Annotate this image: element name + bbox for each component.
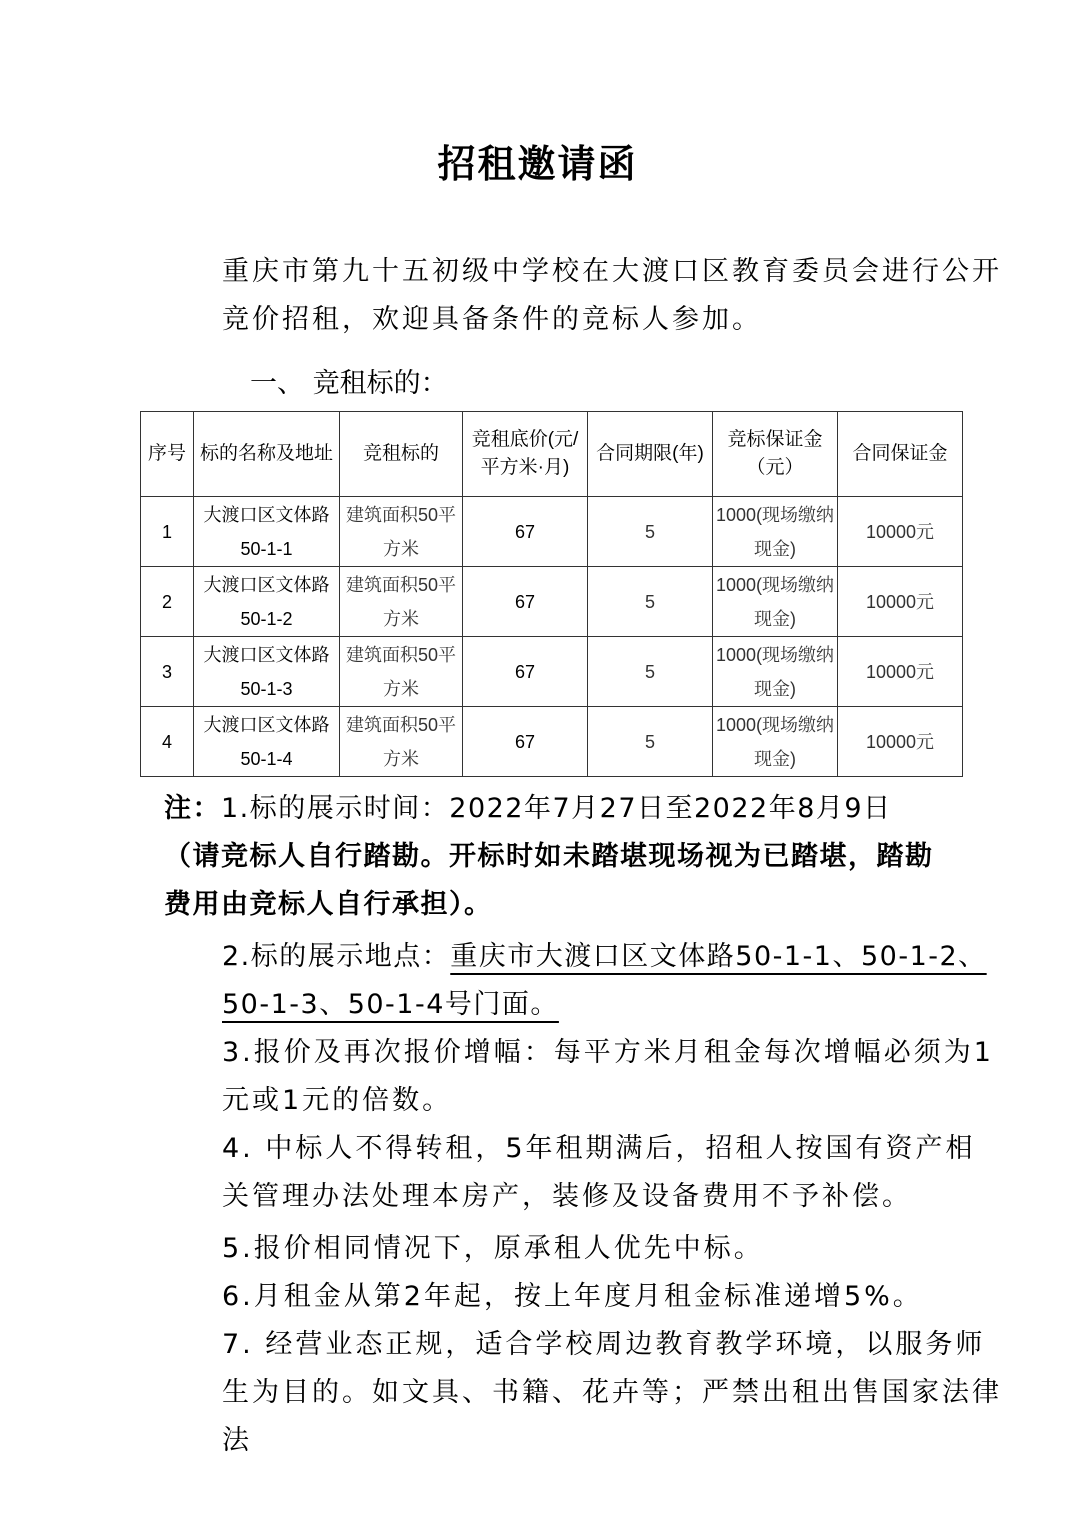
rental-table	[140, 411, 963, 777]
row-no: 3	[141, 637, 194, 707]
row-deposit: 1000(现场缴纳现金)	[713, 707, 838, 777]
table-row	[141, 707, 963, 777]
note-label: 注：	[164, 793, 221, 824]
header-contract-deposit: 合同保证金	[838, 412, 963, 497]
row-price: 67	[463, 567, 588, 637]
row-name: 大渡口区文体路50-1-2	[194, 567, 340, 637]
note-1	[164, 785, 944, 929]
header-target: 竞租标的	[340, 412, 463, 497]
row-deposit: 1000(现场缴纳现金)	[713, 637, 838, 707]
note-6: 6.月租金从第2年起，按上年度月租金标准递增5%。	[222, 1281, 923, 1312]
row-name: 大渡口区文体路50-1-3	[194, 637, 340, 707]
row-price: 67	[463, 707, 588, 777]
note-1-bold: （请竞标人自行踏勘。开标时如未踏堪现场视为已踏堪，踏勘费用由竞标人自行承担）。	[164, 841, 934, 920]
row-price: 67	[463, 497, 588, 567]
row-no: 2	[141, 567, 194, 637]
intro-paragraph: 重庆市第九十五初级中学校在大渡口区教育委员会进行公开竞价招租，欢迎具备条件的竞标人参加。	[222, 256, 1002, 335]
row-deposit: 1000(现场缴纳现金)	[713, 497, 838, 567]
row-target: 建筑面积50平方米	[340, 497, 463, 567]
row-name: 大渡口区文体路50-1-4	[194, 707, 340, 777]
row-term: 5	[588, 497, 713, 567]
table-row	[141, 567, 963, 637]
row-contract-deposit: 10000元	[838, 497, 963, 567]
header-name: 标的名称及地址	[194, 412, 340, 497]
table-header-row	[141, 412, 963, 497]
table-row	[141, 637, 963, 707]
section-heading-1: 一、 竞租标的：	[250, 368, 448, 399]
note-7: 7. 经营业态正规，适合学校周边教育教学环境，以服务师生为目的。如文具、书籍、花卉等；严禁出租出售国家法律法	[222, 1329, 1002, 1456]
row-term: 5	[588, 637, 713, 707]
page-title: 招租邀请函	[437, 142, 638, 186]
note-4: 4. 中标人不得转租，5年租期满后，招租人按国有资产相关管理办法处理本房产，装修及设备费用不予补偿。	[222, 1133, 976, 1212]
row-deposit: 1000(现场缴纳现金)	[713, 567, 838, 637]
row-contract-deposit: 10000元	[838, 567, 963, 637]
row-contract-deposit: 10000元	[838, 707, 963, 777]
header-term: 合同期限(年)	[588, 412, 713, 497]
note-3: 3.报价及再次报价增幅：每平方米月租金每次增幅必须为1元或1元的倍数。	[222, 1037, 994, 1116]
row-term: 5	[588, 707, 713, 777]
row-price: 67	[463, 637, 588, 707]
note-2	[164, 933, 1002, 1029]
row-name: 大渡口区文体路50-1-1	[194, 497, 340, 567]
note-5: 5.报价相同情况下，原承租人优先中标。	[222, 1233, 764, 1264]
row-no: 4	[141, 707, 194, 777]
row-target: 建筑面积50平方米	[340, 637, 463, 707]
header-deposit: 竞标保证金（元）	[713, 412, 838, 497]
header-price: 竞租底价(元/平方米·月)	[463, 412, 588, 497]
table-row	[141, 497, 963, 567]
row-no: 1	[141, 497, 194, 567]
row-target: 建筑面积50平方米	[340, 567, 463, 637]
row-contract-deposit: 10000元	[838, 637, 963, 707]
header-no: 序号	[141, 412, 194, 497]
note-1-text: 1.标的展示时间：2022年7月27日至2022年8月9日	[221, 793, 892, 824]
note-2-label: 2.标的展示地点：	[222, 941, 451, 972]
note-2-text: 重庆市大渡口区文体路50-1-1、50-1-2、50-1-3、50-1-4号门面。	[222, 941, 987, 1020]
row-term: 5	[588, 567, 713, 637]
row-target: 建筑面积50平方米	[340, 707, 463, 777]
